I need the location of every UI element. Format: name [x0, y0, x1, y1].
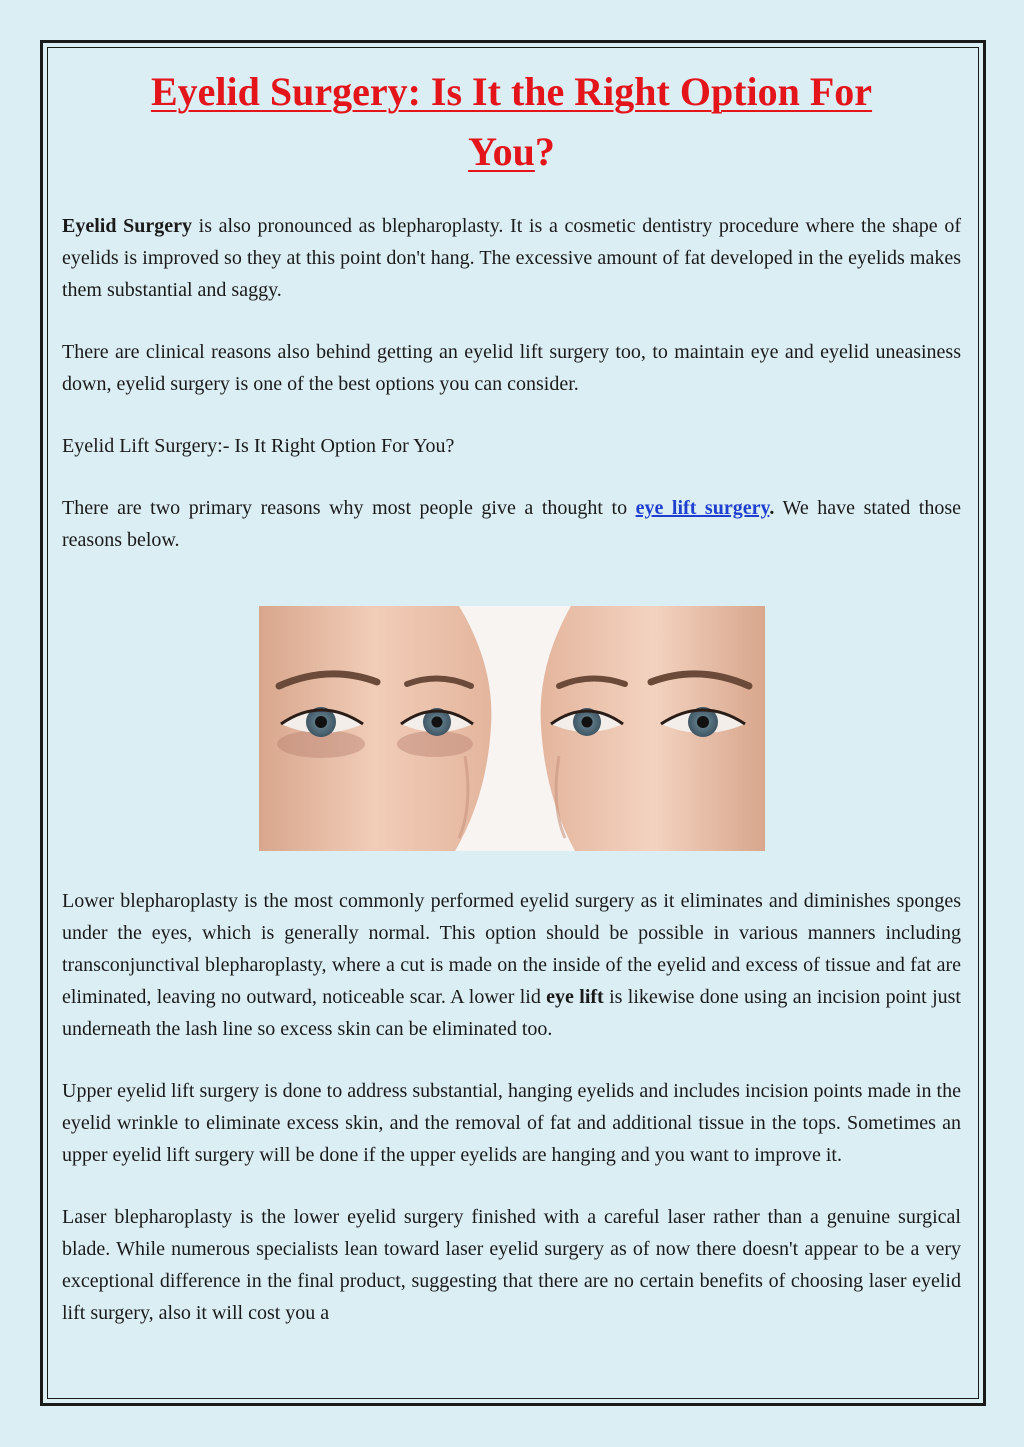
- title-line-2: You: [468, 129, 535, 174]
- lower-blepharoplasty-paragraph: [62, 885, 961, 1045]
- link-period: .: [769, 497, 775, 519]
- photo-container: [62, 606, 961, 851]
- title-line-1: Eyelid Surgery: Is It the Right Option For: [150, 69, 873, 114]
- before-after-eyes-photo: [259, 606, 765, 851]
- eye-lift-bold-term: eye lift: [546, 986, 604, 1008]
- clinical-reasons-paragraph: There are clinical reasons also behind getting an eyelid lift surgery too, to maintain eye and eyelid uneasiness down, eyelid surgery is one of the best options you can consider.: [62, 341, 961, 395]
- primary-reasons-paragraph: [62, 492, 961, 556]
- laser-blepharoplasty-paragraph: Laser blepharoplasty is the lower eyelid surgery finished with a careful laser rather than a genuine surgical blade. While numerous specialists lean toward laser eyelid surgery as of now there doesn't appear to be a very exceptional difference in the final product, suggesting that there are no certain benefits of choosing laser eyelid lift surgery, also it will cost you a: [62, 1206, 961, 1324]
- page-title: [62, 62, 961, 182]
- intro-bold-term: Eyelid Surgery: [62, 215, 192, 237]
- eye-lift-surgery-link[interactable]: eye lift surgery: [635, 497, 770, 519]
- intro-text: is also pronounced as blepharoplasty. It is a cosmetic dentistry procedure where the shape of eyelids is improved so they at this point don't hang. The excessive amount of fat developed in the eyelids makes them substantial and saggy.: [62, 215, 961, 301]
- primary-reasons-text-b: We have stated those reasons below.: [62, 497, 961, 551]
- intro-paragraph: [62, 210, 961, 306]
- subheading-paragraph: Eyelid Lift Surgery:- Is It Right Option For You?: [62, 435, 455, 457]
- title-question-mark: ?: [534, 129, 555, 174]
- lower-bleph-text-b: is likewise done using an incision point just underneath the lash line so excess skin can be eliminated too.: [62, 986, 961, 1040]
- document-body: [62, 62, 961, 1382]
- primary-reasons-text-a: There are two primary reasons why most people give a thought to: [62, 497, 636, 519]
- lower-bleph-text-a: Lower blepharoplasty is the most commonly performed eyelid surgery as it eliminates and diminishes sponges under the eyes, which is generally normal. This option should be possible in various manners including transconjunctival blepharoplasty, where a cut is made on the inside of the eyelid and excess of tissue and fat are eliminated, leaving no outward, noticeable scar. A lower lid: [62, 890, 961, 1008]
- upper-eyelid-paragraph: Upper eyelid lift surgery is done to address substantial, hanging eyelids and includes incision points made in the eyelid wrinkle to eliminate excess skin, and the removal of fat and additional tissue in the tops. Sometimes an upper eyelid lift surgery will be done if the upper eyelids are hanging and you want to improve it.: [62, 1080, 961, 1166]
